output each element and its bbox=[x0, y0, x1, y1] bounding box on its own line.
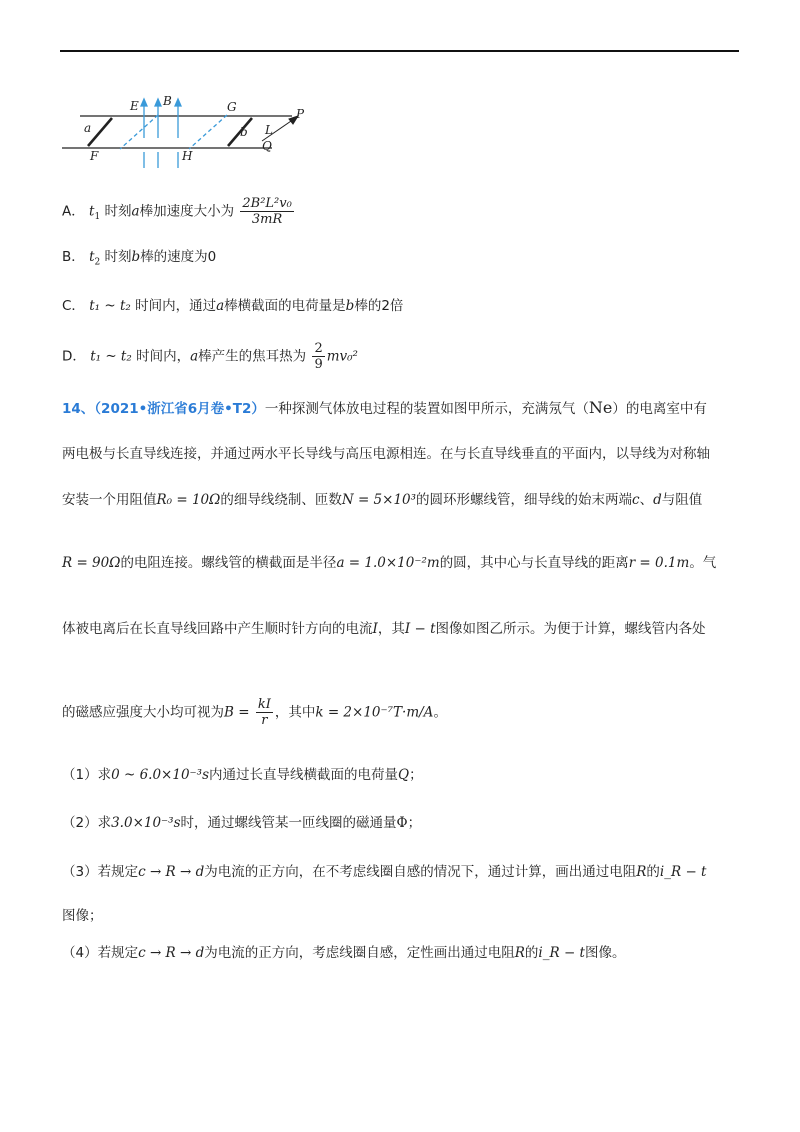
q14-line-5 bbox=[62, 619, 706, 639]
option-d-num: 2 bbox=[314, 341, 323, 356]
q14-text-5c: 图像如图乙所示。为便于计算，螺线管内各处 bbox=[435, 621, 706, 637]
q3-text-c: 的 bbox=[646, 864, 660, 880]
q14-text-6b: ，其中 bbox=[274, 704, 316, 721]
option-a bbox=[62, 196, 296, 227]
terminal-d: d bbox=[653, 492, 662, 508]
option-c bbox=[62, 296, 403, 316]
q14-text-4c: 。气 bbox=[689, 555, 717, 571]
q2-time: 3.0×10⁻³s bbox=[111, 815, 181, 831]
r-distance-formula: r = 0.1m bbox=[628, 555, 690, 571]
option-a-sub: 1 bbox=[94, 212, 101, 223]
rails-figure bbox=[62, 96, 312, 176]
label-b-field: B bbox=[163, 96, 172, 108]
b-den: r bbox=[261, 713, 268, 728]
q14-line-6 bbox=[62, 697, 447, 728]
option-d-den: 9 bbox=[314, 357, 323, 372]
option-b bbox=[62, 247, 216, 273]
q1-text-a: （1）求 bbox=[62, 767, 112, 783]
q14-text-3d: 、 bbox=[639, 492, 654, 508]
option-a-text1: 时刻 bbox=[104, 203, 132, 220]
option-b-text2: 棒的速度为0 bbox=[140, 249, 217, 265]
label-p: P bbox=[296, 107, 305, 121]
option-d-text1: 时间内， bbox=[136, 348, 191, 365]
rod-a bbox=[88, 118, 112, 146]
q14-text-3b: 的细导线绕制、匝数 bbox=[220, 492, 342, 508]
current-i: I bbox=[372, 621, 378, 637]
q4-direction: c → R → d bbox=[138, 945, 205, 961]
sub-question-2 bbox=[62, 813, 421, 833]
option-c-text3: 棒的2倍 bbox=[354, 298, 404, 314]
q14-text-4b: 的圆，其中心与长直导线的距离 bbox=[439, 555, 629, 571]
q14-text-1a: 一种探测气体放电过程的装置如图甲所示，充满氖气（ bbox=[264, 401, 589, 417]
option-b-rod: b bbox=[131, 249, 141, 265]
n-formula: N = 5×10³ bbox=[341, 492, 417, 508]
option-d-rod: a bbox=[190, 348, 199, 365]
label-q: Q bbox=[262, 139, 272, 153]
q2-text-b: 时，通过螺线管某一匝线圈的磁通量 bbox=[180, 815, 397, 831]
q1-charge: Q bbox=[398, 767, 410, 783]
option-c-prefix: C． bbox=[62, 298, 85, 314]
q14-text-6c: 。 bbox=[433, 704, 447, 721]
sub-question-1 bbox=[62, 765, 423, 785]
arrow-2 bbox=[155, 99, 161, 106]
option-b-var: t bbox=[89, 249, 95, 265]
q14-text-5b: ，其 bbox=[377, 621, 405, 637]
label-g: G bbox=[227, 100, 237, 114]
label-a: a bbox=[84, 121, 92, 135]
option-a-rod: a bbox=[131, 203, 140, 220]
q1-time: 0 ~ 6.0×10⁻³s bbox=[111, 767, 210, 783]
q14-text-4a: 的电阻连接。螺线管的横截面是半径 bbox=[120, 555, 337, 571]
option-a-prefix: A． bbox=[62, 203, 85, 220]
option-c-text1: 时间内，通过 bbox=[135, 298, 217, 314]
option-d bbox=[62, 341, 358, 372]
q3-ir-t: i_R − t bbox=[659, 864, 707, 880]
q2-text-a: （2）求 bbox=[62, 815, 112, 831]
arrow-3 bbox=[175, 99, 181, 106]
q3-text-a: （3）若规定 bbox=[62, 864, 139, 880]
b-lhs: B = bbox=[224, 704, 250, 721]
label-h: H bbox=[182, 149, 193, 163]
q14-text-6a: 的磁感应强度大小均可视为 bbox=[62, 704, 224, 721]
q3-direction: c → R → d bbox=[138, 864, 205, 880]
q14-line-4 bbox=[62, 553, 716, 573]
option-b-text1: 时刻 bbox=[104, 249, 132, 265]
option-c-rod-b: b bbox=[345, 298, 355, 314]
q14-text-5a: 体被电离后在长直导线回路中产生顺时针方向的电流 bbox=[62, 621, 373, 637]
question-number: 14、 bbox=[62, 401, 95, 417]
q4-text-d: 图像。 bbox=[584, 945, 626, 961]
q14-line-2 bbox=[62, 444, 710, 464]
option-a-den: 3mR bbox=[251, 212, 283, 227]
q14-text-3a: 安装一个用阻值 bbox=[62, 492, 157, 508]
k-formula: k = 2×10⁻⁷T·m/A bbox=[315, 704, 434, 721]
option-d-range: t₁ ~ t₂ bbox=[90, 348, 132, 365]
q4-ir-t: i_R − t bbox=[538, 945, 585, 961]
neon-symbol: Ne bbox=[588, 398, 613, 417]
q14-text-2: 两电极与长直导线连接，并通过两水平长导线与高压电源相连。在与长直导线垂直的平面内，以导线为对称轴 bbox=[62, 446, 710, 462]
arrow-1 bbox=[141, 99, 147, 106]
option-b-sub: 2 bbox=[94, 257, 101, 268]
q3-text-d: 图像； bbox=[62, 908, 103, 924]
a-formula: a = 1.0×10⁻²m bbox=[336, 555, 440, 571]
r-formula: R = 90Ω bbox=[62, 555, 121, 571]
field-edge-eh bbox=[120, 115, 158, 149]
label-f: F bbox=[90, 149, 99, 163]
option-a-var: t bbox=[89, 203, 95, 220]
q2-text-c: ； bbox=[407, 815, 422, 831]
q4-text-a: （4）若规定 bbox=[62, 945, 139, 961]
option-d-fraction bbox=[312, 341, 324, 372]
option-d-prefix: D． bbox=[62, 348, 86, 365]
q14-text-1b: ）的电离室中有 bbox=[612, 401, 707, 417]
option-d-text2: 棒产生的焦耳热为 bbox=[198, 348, 307, 365]
q4-text-b: 为电流的正方向，考虑线圈自感，定性画出通过电阻 bbox=[204, 945, 515, 961]
q3-text-b: 为电流的正方向，在不考虑线圈自感的情况下，通过计算，画出通过电阻 bbox=[204, 864, 637, 880]
label-b: b bbox=[240, 125, 248, 139]
header-rule bbox=[60, 50, 739, 52]
q4-resistor: R bbox=[514, 945, 525, 961]
terminal-c: c bbox=[632, 492, 640, 508]
label-e: E bbox=[130, 99, 139, 113]
i-t-formula: I − t bbox=[404, 621, 436, 637]
q1-text-c: ； bbox=[409, 767, 423, 783]
option-d-tail: mv₀² bbox=[326, 348, 358, 365]
q3-resistor: R bbox=[636, 864, 647, 880]
option-c-text2: 棒横截面的电荷量是 bbox=[224, 298, 346, 314]
b-fraction bbox=[256, 697, 273, 728]
question-source: （2021•浙江省6月卷•T2） bbox=[94, 401, 265, 417]
q14-line-3 bbox=[62, 490, 702, 510]
q14-text-3c: 的圆环形螺线管，细导线的始末两端 bbox=[416, 492, 633, 508]
option-a-text2: 棒加速度大小为 bbox=[139, 203, 235, 220]
option-c-rod-a: a bbox=[216, 298, 225, 314]
b-num: kI bbox=[257, 697, 271, 712]
q14-text-3e: 与阻值 bbox=[661, 492, 703, 508]
q1-text-b: 内通过长直导线横截面的电荷量 bbox=[209, 767, 399, 783]
r0-formula: R₀ = 10Ω bbox=[156, 492, 221, 508]
option-c-range: t₁ ~ t₂ bbox=[89, 298, 131, 314]
q2-flux: Φ bbox=[396, 815, 408, 831]
q4-text-c: 的 bbox=[524, 945, 539, 961]
sub-question-3-cont bbox=[62, 906, 103, 926]
label-l: L bbox=[265, 123, 273, 137]
q14-line-1 bbox=[62, 398, 707, 419]
option-a-fraction bbox=[240, 196, 293, 227]
sub-question-4 bbox=[62, 943, 625, 963]
sub-question-3 bbox=[62, 862, 706, 882]
option-a-num: 2B²L²v₀ bbox=[242, 196, 292, 211]
option-b-prefix: B． bbox=[62, 249, 85, 265]
field-edge-gh bbox=[189, 115, 227, 149]
